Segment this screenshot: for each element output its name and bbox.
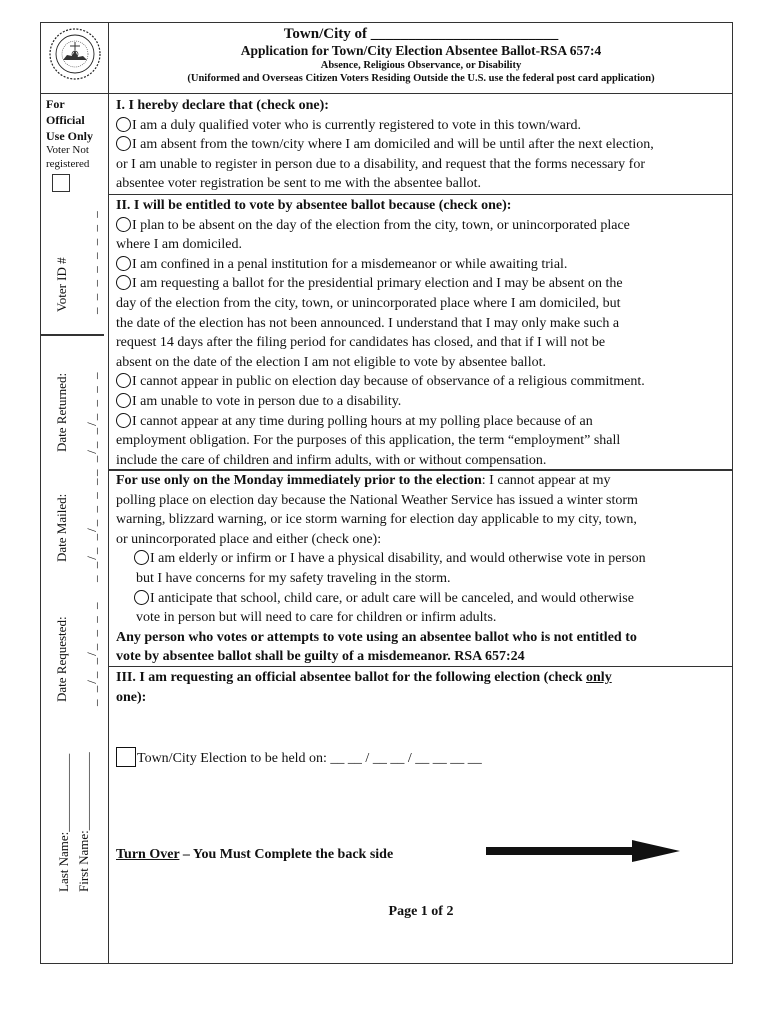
option-penal-institution: I am confined in a penal institution for a misdemeanor or while awaiting trial.	[132, 256, 568, 272]
radio-penal-institution[interactable]	[116, 256, 131, 271]
date-mailed-label: Date Mailed:	[54, 493, 69, 562]
section1-divider	[108, 194, 733, 195]
option-presidential-primary-cont: absent on the date of the election I am not eligible to vote by absentee ballot.	[116, 354, 546, 370]
weather-text: : I cannot appear at my	[481, 473, 611, 488]
header-divider	[40, 93, 733, 94]
option-elderly-infirm: I am elderly or infirm or I have a physical disability, and would otherwise vote in person	[150, 551, 646, 567]
section-1	[116, 96, 730, 194]
state-seal-icon	[48, 26, 102, 82]
weather-section	[116, 471, 730, 667]
misdemeanor-warning: vote by absentee ballot shall be guilty of a misdemeanor. RSA 657:24	[116, 649, 525, 665]
date-returned-label: Date Returned:	[54, 372, 69, 452]
voter-id-field[interactable]: _ _ _ _ _ _ _ _	[84, 209, 99, 314]
official-use-block	[46, 96, 106, 171]
radio-registered-voter[interactable]	[116, 117, 131, 132]
section-3-heading-only: only	[586, 670, 612, 685]
turn-over-text: – You Must Complete the back side	[179, 847, 394, 862]
voter-id-label: Voter ID #	[54, 257, 69, 312]
option-elderly-infirm-cont: but I have concerns for my safety traveling in the storm.	[136, 570, 451, 586]
option-presidential-primary-cont: request 14 days after the filing period for candidates has closed, and that if I will not be	[116, 335, 606, 351]
weather-text: or unincorporated place and either (check one):	[116, 531, 382, 547]
radio-unregistered-voter[interactable]	[116, 136, 131, 151]
option-unregistered-voter: I am absent from the town/city where I am domiciled and will be until after the next election,	[132, 137, 654, 153]
voter-not-registered-checkbox[interactable]	[52, 174, 70, 192]
town-election-checkbox[interactable]	[116, 747, 136, 767]
weather-text: polling place on election day because the National Weather Service has issued a winter storm	[116, 492, 638, 508]
arrow-right-icon	[486, 840, 680, 862]
date-requested-field[interactable]: _ _/_ _/_ _ _ _	[84, 600, 99, 706]
radio-employment[interactable]	[116, 413, 131, 428]
option-presidential-primary: I am requesting a ballot for the presidential primary election and I may be absent on the	[132, 276, 623, 292]
form-header	[110, 22, 732, 85]
misdemeanor-warning: Any person who votes or attempts to vote using an absentee ballot who is not entitled to	[116, 629, 637, 645]
town-election-date[interactable]: Town/City Election to be held on: __ __ / __ __ / __ __ __ __	[137, 751, 482, 766]
section-3-heading-cont: one):	[116, 689, 147, 705]
option-unregistered-voter-cont: or I am unable to register in person due to a disability, and request that the forms necessary for	[116, 156, 645, 172]
official-use-label: For	[46, 97, 65, 111]
radio-absent[interactable]	[116, 217, 131, 232]
radio-presidential-primary[interactable]	[116, 275, 131, 290]
weather-lead: For use only on the Monday immediately prior to the election	[116, 473, 482, 488]
voter-not-registered-label: registered	[46, 157, 90, 170]
last-name-field[interactable]: Last Name:____________	[56, 753, 71, 892]
option-unregistered-voter-cont: absentee voter registration be sent to me with the absentee ballot.	[116, 176, 482, 192]
sidebar-divider	[108, 22, 109, 964]
option-absent: I plan to be absent on the day of the election from the city, town, or unincorporated place	[132, 217, 630, 233]
radio-religious-observance[interactable]	[116, 373, 131, 388]
weather-text: warning, blizzard warning, or ice storm warning for election day applicable to my city, town,	[116, 512, 637, 528]
option-absent-cont: where I am domiciled.	[116, 237, 242, 253]
section-1-heading: I. I hereby declare that (check one):	[116, 98, 329, 113]
town-city-title: Town/City of _________________________	[283, 26, 559, 42]
option-presidential-primary-cont: day of the election from the city, town, or unincorporated place where I am domiciled, but	[116, 295, 621, 311]
option-employment: I cannot appear at any time during polling hours at my polling place because of an	[132, 413, 593, 429]
radio-disability[interactable]	[116, 393, 131, 408]
official-use-label: Use Only	[46, 129, 94, 143]
application-title: Application for Town/City Election Absentee Ballot-RSA 657:4	[240, 43, 602, 58]
radio-care-canceled[interactable]	[134, 590, 149, 605]
page-number: Page 1 of 2	[388, 904, 454, 919]
official-use-label: Official	[46, 113, 85, 127]
option-religious-observance: I cannot appear in public on election day because of observance of a religious commitment.	[132, 374, 645, 390]
option-employment-cont: include the care of children and infirm adults, with or without compensation.	[116, 452, 547, 468]
section-3	[116, 668, 730, 707]
section-3-heading: III. I am requesting an official absentee ballot for the following election (check	[116, 670, 587, 685]
option-registered-voter: I am a duly qualified voter who is currently registered to vote in this town/ward.	[132, 117, 582, 133]
option-disability: I am unable to vote in person due to a disability.	[132, 393, 402, 409]
header-uocava-note: (Uniformed and Overseas Citizen Voters Residing Outside the U.S. use the federal post card application)	[187, 73, 655, 84]
option-care-canceled-cont: vote in person but will need to care for children or infirm adults.	[136, 610, 497, 626]
town-election-row	[116, 747, 730, 769]
radio-elderly-infirm[interactable]	[134, 550, 149, 565]
first-name-field[interactable]: First Name:____________	[76, 752, 91, 892]
voter-not-registered-label: Voter Not	[46, 144, 89, 156]
turn-over-label: Turn Over	[116, 847, 180, 862]
sidebar-separator	[40, 334, 104, 336]
option-employment-cont: employment obligation. For the purposes of this application, the term “employment” shall	[116, 433, 621, 449]
option-presidential-primary-cont: the date of the election has not been announced. I understand that I may only make such a	[116, 315, 620, 331]
option-care-canceled: I anticipate that school, child care, or adult care will be canceled, and would otherwise	[150, 590, 634, 606]
section-2	[116, 196, 730, 470]
date-returned-field[interactable]: _ _/_ _/_ _ _ _	[84, 370, 99, 476]
header-reasons: Absence, Religious Observance, or Disability	[320, 60, 522, 71]
section-2-heading: II. I will be entitled to vote by absentee ballot because (check one):	[116, 198, 512, 213]
date-requested-label: Date Requested:	[54, 616, 69, 702]
date-mailed-field[interactable]: _ _/_ _/_ _ _ _	[84, 476, 99, 582]
